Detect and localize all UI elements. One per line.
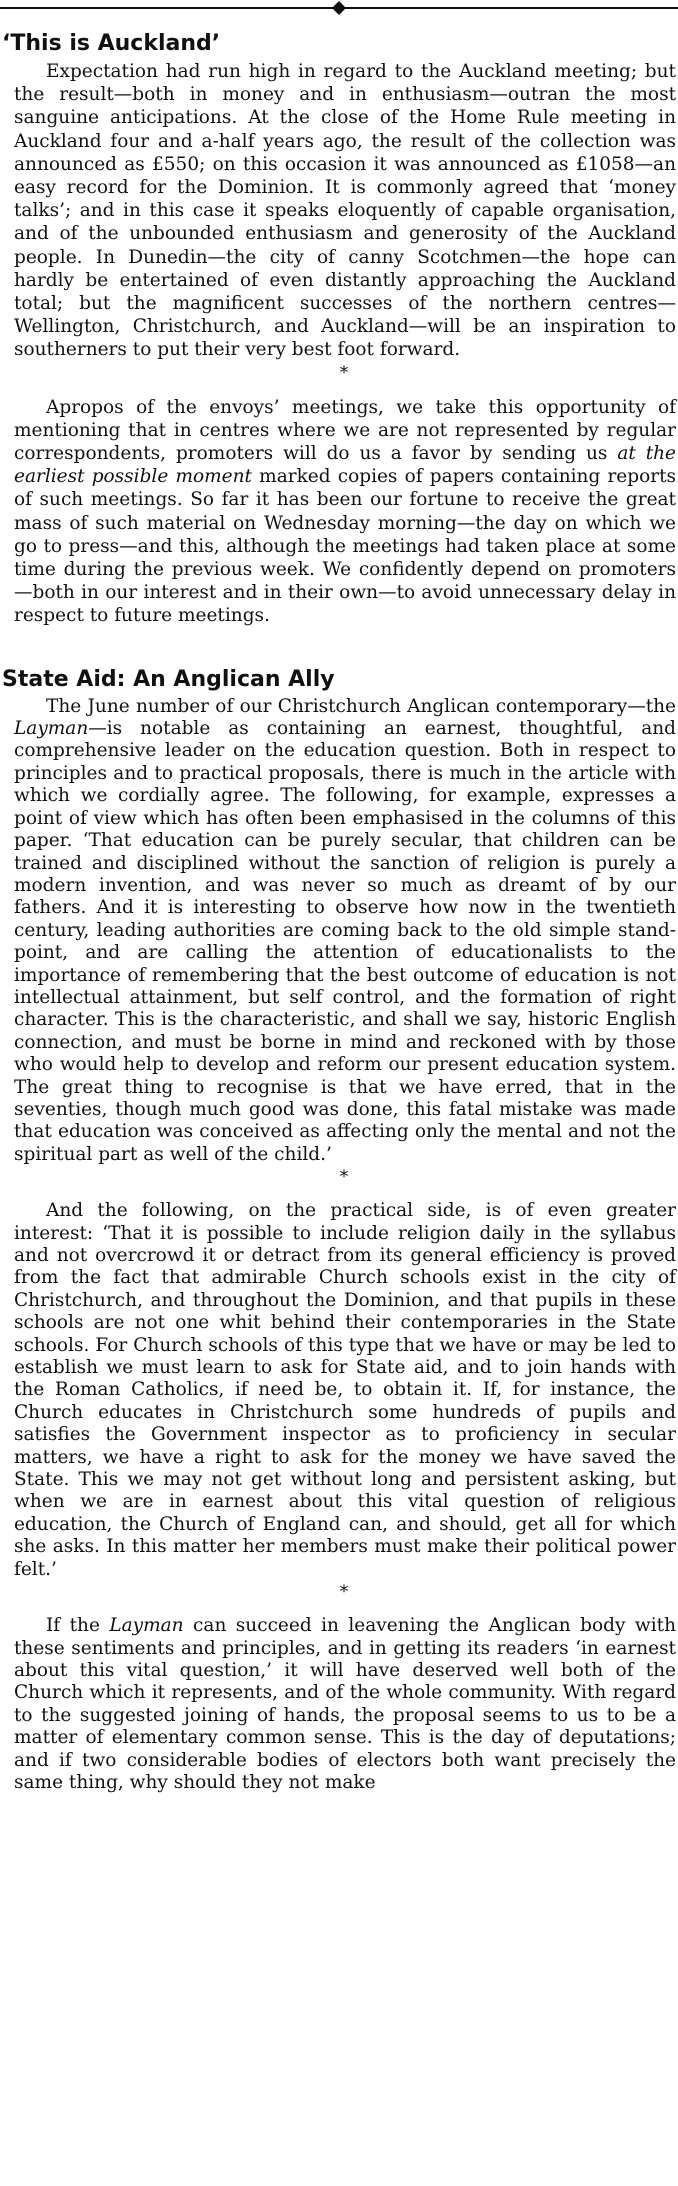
section-gap <box>0 628 678 666</box>
paragraph <box>0 696 678 1167</box>
italic-title: Layman <box>14 718 89 740</box>
article-state-aid <box>0 666 678 1795</box>
paragraph: And the following, on the practical side, is of even greater interest: ‘That it is possible to include religion daily in the syllabus and not overcrowd it or detract from its general efficiency is proved from the fact that admirable Church schools exist in the city of Christchurch, and throughout the Dominion, and that pupils in these schools are not one whit behind their contemporaries in the State schools. For Church schools of this type that we have or may be led to establish we must learn to ask for State aid, and to join hands with the Roman Catholics, if need be, to obtain it. If, for instance, the Church educates in Christchurch some hundreds of pupils and satisfies the Government inspector as to proficiency in secular matters, we have a right to ask for the money we have saved the State. This we may not get without long and persistent asking, but when we are in earnest about this vital question of religious education, the Church of England can, and should, get all for which she asks. In this matter her members must make their political power felt.’ <box>14 1200 676 1580</box>
paragraph <box>0 1615 678 1794</box>
article-this-is-auckland <box>0 30 678 666</box>
paragraph <box>0 396 678 628</box>
diamond-ornament-icon <box>331 0 347 16</box>
section-separator: * <box>339 1167 349 1188</box>
text-run: If the <box>46 1615 110 1637</box>
section-title: State Aid: An Anglican Ally <box>2 666 335 692</box>
text-run: —is notable as containing an earnest, thoughtful, and comprehensive leader on the education question. Both in respect to principles and to practical proposals, there is much in the article with which we cordially agree. The following, for example, expresses a point of view which has often been emphasised in the columns of this paper. ‘That education can be purely secular, that children can be trained and disciplined without the sanction of religion is purely a modern invention, and was never so much as dreamt of by our fathers. And it is interesting to observe how now in the twentieth century, leading authorities are coming back to the old simple stand-point, and are calling the attention of educationalists to the importance of remembering that the best outcome of education is not intellectual attainment, but self control, and the formation of right character. This is the characteristic, and shall we say, historic English connection, and must be borne in mind and reckoned with by those who would help to develop and reform our present education system. The great thing to recognise is that we have erred, that in the seventies, though much good was done, this fatal mistake was made that education was conceived as affecting only the mental and not the spiritual part as well of the child.’ <box>14 718 676 1165</box>
text-run: The June number of our Christchurch Anglican contemporary—the <box>46 695 676 717</box>
text-run: marked copies of papers containing reports of such meetings. So far it has been our fortune to receive the great mass of such material on Wednesday morning—the day on which we go to press—and this, although the meetings had taken place at some time during the previous week. We confidently depend on promoters—both in our interest and in their own—to avoid unnecessary delay in respect to future meetings. <box>14 466 676 627</box>
section-separator: * <box>339 362 349 383</box>
paragraph: Expectation had run high in regard to the Auckland meeting; but the result—both in money and in enthusiasm—outran the most sanguine anticipations. At the close of the Home Rule meeting in Auckland four and a-half years ago, the result of the collection was announced as £550; on this occasion it was announced as £1058—an easy record for the Dominion. It is commonly agreed that ‘money talks’; and in this case it speaks eloquently of capable organisation, and of the unbounded enthusiasm and generosity of the Auckland people. In Dunedin—the city of canny Scotchmen—the hope can hardly be entertained of even distantly approaching the Auckland total; but the magnificent successes of the northern centres—Wellington, Christchurch, and Auckland—will be an inspiration to southerners to put their very best foot forward. <box>14 61 676 361</box>
article-column <box>0 30 678 1794</box>
italic-title: Layman <box>109 1615 184 1637</box>
italic-phrase: at the earliest possible moment <box>14 443 676 488</box>
section-separator: * <box>339 1582 349 1603</box>
section-title: ‘This is Auckland’ <box>2 31 221 56</box>
text-run: can succeed in leavening the Anglican body with these sentiments and principles, and in getting its readers ‘in earnest about this vital question,’ it will have deserved well both of the Church which it represents, and of the whole community. With regard to the suggested joining of hands, the proposal seems to us to be a matter of elementary common sense. This is the day of deputations; and if two considerable bodies of electors both want precisely the same thing, why should they not make <box>14 1615 676 1793</box>
text-run: Apropos of the envoys’ meetings, we take this opportunity of mentioning that in centres where we are not represented by regular correspondents, promoters will do us a favor by sending us <box>14 396 676 465</box>
